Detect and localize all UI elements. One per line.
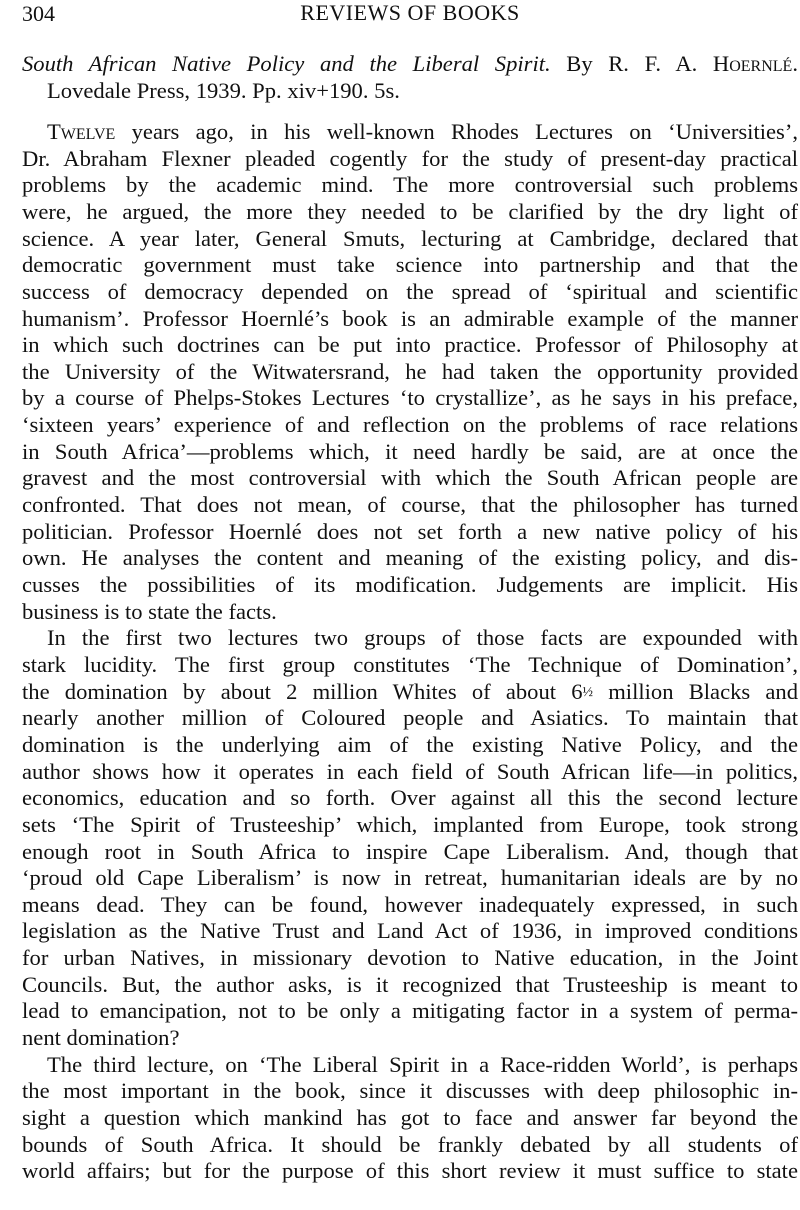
fraction: ½ [582, 685, 594, 700]
text-line: author shows how it operates in each field of South African life—in politics, [22, 759, 798, 784]
text-line: were, he argued, the more they needed to be clarified by the dry light of [22, 199, 798, 224]
text-line: lead to emancipation, not to be only a mitigating factor in a system of perma- [22, 998, 798, 1023]
text-line: stark lucidity. The first group constitutes ‘The Technique of Domination’, [22, 652, 798, 677]
text-line: legislation as the Native Trust and Land Act of 1936, in improved conditions [22, 918, 798, 943]
text-line: cusses the possibilities of its modification. Judgements are implicit. His [22, 572, 798, 597]
text-line: in which such doctrines can be put into practice. Professor of Philosophy at [22, 332, 798, 357]
text-line: by a course of Phelps-Stokes Lectures ‘to crystallize’, as he says in his preface, [22, 385, 798, 410]
text-line: Twelve years ago, in his well-known Rhodes Lectures on ‘Universities’, [47, 119, 798, 144]
text-line: for urban Natives, in missionary devotion to Native education, in the Joint [22, 945, 798, 970]
text-line: nent domination? [22, 1025, 180, 1050]
text-line: own. He analyses the content and meaning of the existing policy, and dis- [22, 545, 798, 570]
text-line: sets ‘The Spirit of Trusteeship’ which, implanted from Europe, took strong [22, 812, 798, 837]
text-line: gravest and the most controversial with which the South African people are [22, 465, 798, 490]
text-line: ‘sixteen years’ experience of and reflection on the problems of race relations [22, 412, 798, 437]
citation-publisher-line: Lovedale Press, 1939. Pp. xiv+190. 5s. [47, 78, 400, 103]
text-line: bounds of South Africa. It should be frankly debated by all students of [22, 1132, 798, 1157]
text-line: confronted. That does not mean, of course, that the philosopher has turned [22, 492, 798, 517]
running-head-title: REVIEWS OF BOOKS [300, 0, 520, 25]
text-line: world affairs; but for the purpose of this short review it must suffice to state [22, 1158, 798, 1183]
text-line: in South Africa’—problems which, it need hardly be said, are at once the [22, 439, 798, 464]
text-line: the University of the Witwatersrand, he had taken the opportunity provided [22, 359, 798, 384]
text-line: sight a question which mankind has got to face and answer far beyond the [22, 1105, 798, 1130]
citation-by: By R. F. A. [566, 51, 698, 76]
page-number: 304 [22, 1, 55, 26]
text-line: economics, education and so forth. Over against all this the second lecture [22, 785, 798, 810]
book-title: South African Native Policy and the Liberal Spirit. [22, 51, 551, 76]
text-line: Dr. Abraham Flexner pleaded cogently for the study of present-day practical [22, 146, 798, 171]
text-line: domination is the underlying aim of the existing Native Policy, and the [22, 732, 798, 757]
text-line: In the first two lectures two groups of those facts are expounded with [47, 625, 798, 650]
text-line: science. A year later, General Smuts, lecturing at Cambridge, declared that [22, 226, 798, 251]
text-line: ‘proud old Cape Liberalism’ is now in retreat, humanitarian ideals are by no [22, 865, 798, 890]
text-line: problems by the academic mind. The more controversial such problems [22, 172, 798, 197]
text-line: democratic government must take science into partnership and that the [22, 252, 798, 277]
text-line: humanism’. Professor Hoernlé’s book is an admirable example of the manner [22, 306, 798, 331]
book-author: Hoernlé. [712, 51, 798, 76]
text-line: the most important in the book, since it discusses with deep philosophic in- [22, 1078, 798, 1103]
text-line: Councils. But, the author asks, is it recognized that Trusteeship is meant to [22, 972, 798, 997]
text-line: the domination by about 2 million Whites of about 6½ million Blacks and [22, 679, 799, 704]
text-line: nearly another million of Coloured people and Asiatics. To maintain that [22, 705, 798, 730]
text-line: The third lecture, on ‘The Liberal Spirit in a Race-ridden World’, is perhaps [47, 1052, 798, 1077]
text-line: business is to state the facts. [22, 599, 277, 624]
lead-word: Twelve [47, 119, 116, 144]
text-line: success of democracy depended on the spread of ‘spiritual and scientific [22, 279, 798, 304]
citation-title-line [22, 50, 798, 77]
text-line: means dead. They can be found, however inadequately expressed, in such [22, 892, 798, 917]
text-line: politician. Professor Hoernlé does not set forth a new native policy of his [22, 519, 798, 544]
text-line: enough root in South Africa to inspire Cape Liberalism. And, though that [22, 839, 798, 864]
running-head [22, 0, 798, 30]
